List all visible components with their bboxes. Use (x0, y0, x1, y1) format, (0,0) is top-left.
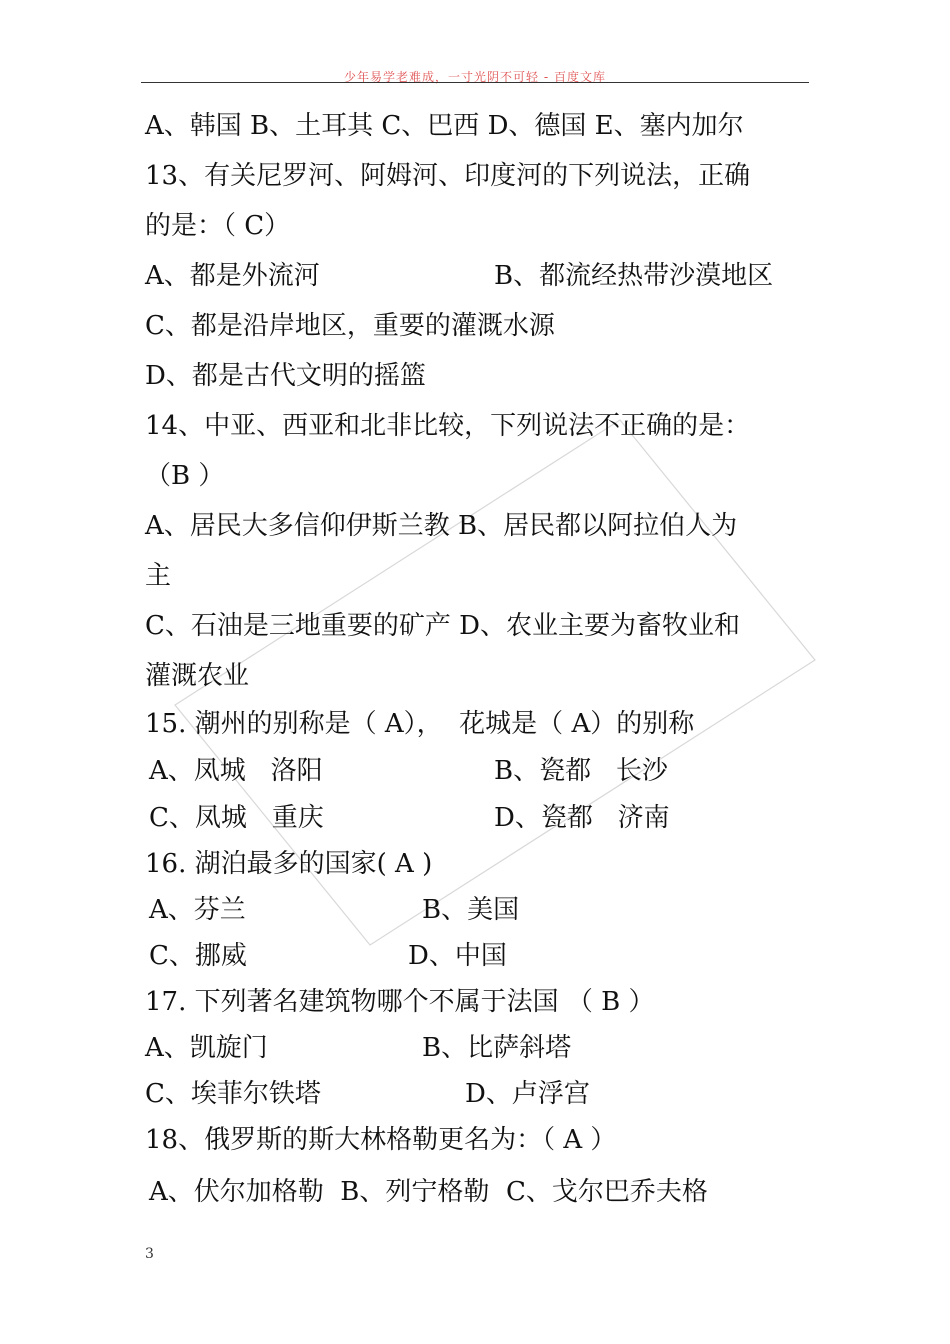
q15-option-a: A、凤城 洛阳 (149, 756, 323, 786)
q15-option-c: C、凤城 重庆 (149, 803, 324, 833)
page-number: 3 (145, 1246, 154, 1262)
q14-options-cd: C、石油是三地重要的矿产 D、农业主要为畜牧业和 (145, 611, 741, 641)
q16-option-c: C、挪威 (149, 941, 247, 971)
q14-options-ab-cont: 主 (145, 561, 172, 591)
q16-stem: 16. 湖泊最多的国家( A ) (145, 849, 433, 879)
q14-options-cd-cont: 灌溉农业 (145, 661, 250, 691)
q16-option-a: A、芬兰 (149, 895, 246, 925)
q17-option-b: B、比萨斜塔 (422, 1033, 572, 1063)
q14-answer: （B ） (145, 461, 225, 491)
page-header: 少年易学老难成，一寸光阴不可轻 - 百度文库 (344, 70, 606, 84)
q13-option-d: D、都是古代文明的摇篮 (145, 361, 426, 391)
q16-option-d: D、中国 (408, 941, 507, 971)
q18-stem: 18、俄罗斯的斯大林格勒更名为：（ A ） (145, 1125, 617, 1155)
q14-stem: 14、中亚、西亚和北非比较，下列说法不正确的是： (145, 411, 751, 441)
q17-option-a: A、凯旋门 (145, 1033, 268, 1063)
q14-options-ab: A、居民大多信仰伊斯兰教 B、居民都以阿拉伯人为 (145, 511, 738, 541)
q15-option-d: D、瓷都 济南 (494, 803, 670, 833)
q13-stem: 13、有关尼罗河、阿姆河、印度河的下列说法，正确 (145, 161, 751, 191)
q17-option-d: D、卢浮宫 (465, 1079, 590, 1109)
q17-option-c: C、埃菲尔铁塔 (145, 1079, 321, 1109)
q17-stem: 17. 下列著名建筑物哪个不属于法国 （ B ） (145, 987, 655, 1017)
q15-option-b: B、瓷都 长沙 (494, 756, 668, 786)
q13-option-b: B、都流经热带沙漠地区 (494, 261, 774, 291)
q18-options: A、伏尔加格勒 B、列宁格勒 C、戈尔巴乔夫格 (149, 1177, 708, 1207)
q15-stem: 15. 潮州的别称是（ A）， 花城是（ A）的别称 (145, 709, 695, 739)
q13-option-a: A、都是外流河 (145, 261, 320, 291)
q13-stem-cont: 的是：（ C） (145, 211, 291, 241)
q13-option-c: C、都是沿岸地区，重要的灌溉水源 (145, 311, 555, 341)
header-rule (141, 82, 809, 83)
q12-options: A、韩国 B、土耳其 C、巴西 D、德国 E、塞内加尔 (145, 111, 744, 141)
q16-option-b: B、美国 (422, 895, 520, 925)
